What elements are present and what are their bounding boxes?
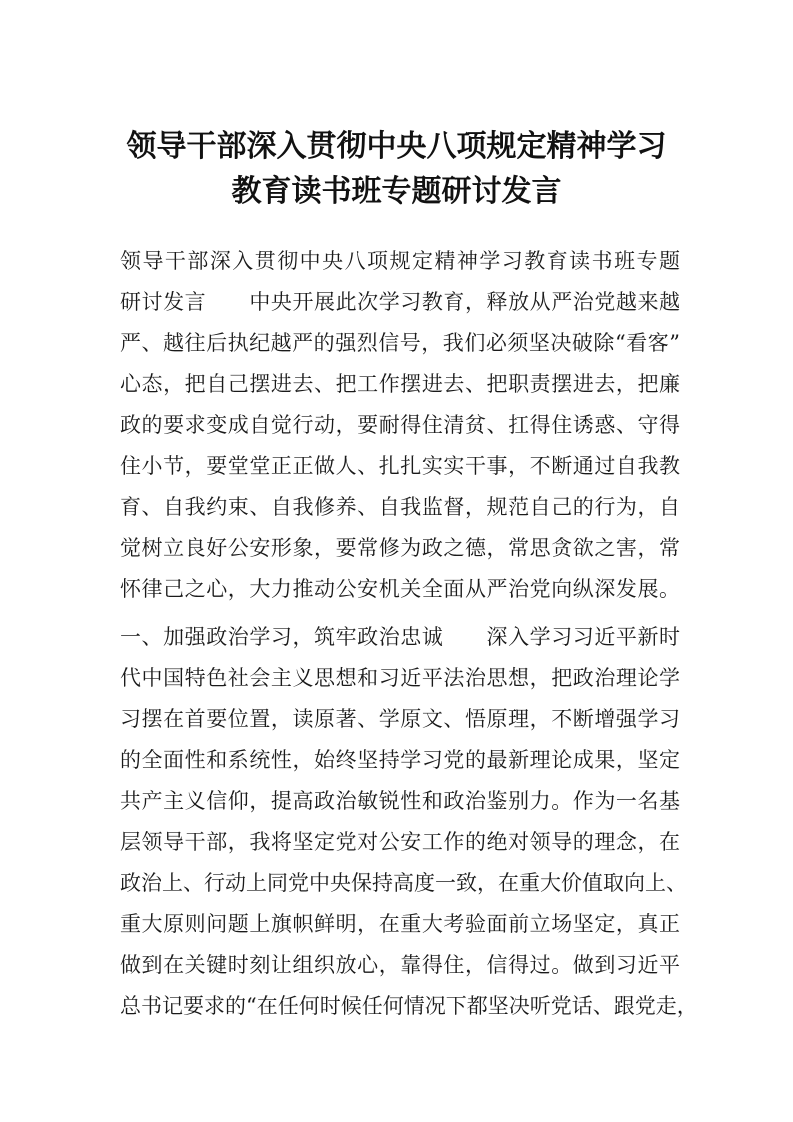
document-title-line-1: 领导干部深入贯彻中央八项规定精神学习 bbox=[126, 129, 667, 164]
body-line-12: 习摆在首要位置，读原著、学原文、悟原理，不断增强学习 bbox=[120, 707, 680, 731]
body-line-19: 总书记要求的“在任何时候任何情况下都坚决听党话、跟党走， bbox=[120, 994, 698, 1018]
body-line-13: 的全面性和系统性，始终坚持学习党的最新理论成果，坚定 bbox=[120, 748, 680, 772]
body-line-8: 觉树立良好公安形象，要常修为政之德，常思贪欲之害，常 bbox=[120, 536, 680, 560]
body-line-9: 怀律己之心，大力推动公安机关全面从严治党向纵深发展。 bbox=[120, 577, 680, 601]
document-title-line-2: 教育读书班专题研讨发言 bbox=[231, 174, 562, 209]
body-line-2: 研讨发言 中央开展此次学习教育，释放从严治党越来越 bbox=[120, 290, 680, 314]
body-line-11: 代中国特色社会主义思想和习近平法治思想，把政治理论学 bbox=[120, 666, 680, 690]
body-line-17: 重大原则问题上旗帜鲜明，在重大考验面前立场坚定，真正 bbox=[120, 912, 680, 936]
body-line-4: 心态，把自己摆进去、把工作摆进去、把职责摆进去，把廉 bbox=[120, 372, 680, 396]
body-line-6: 住小节，要堂堂正正做人、扎扎实实干事，不断通过自我教 bbox=[120, 454, 680, 478]
body-line-18: 做到在关键时刻让组织放心，靠得住，信得过。做到习近平 bbox=[120, 953, 680, 977]
body-line-14: 共产主义信仰，提高政治敏锐性和政治鉴别力。作为一名基 bbox=[120, 789, 680, 813]
body-line-10: 一、加强政治学习，筑牢政治忠诚 深入学习习近平新时 bbox=[120, 625, 680, 649]
body-line-1: 领导干部深入贯彻中央八项规定精神学习教育读书班专题 bbox=[120, 249, 680, 273]
body-line-16: 政治上、行动上同党中央保持高度一致，在重大价值取向上、 bbox=[120, 871, 687, 895]
body-line-5: 政的要求变成自觉行动，要耐得住清贫、扛得住诱惑、守得 bbox=[120, 413, 680, 437]
body-line-7: 育、自我约束、自我修养、自我监督，规范自己的行为，自 bbox=[120, 495, 680, 519]
body-line-15: 层领导干部，我将坚定党对公安工作的绝对领导的理念，在 bbox=[120, 830, 680, 854]
body-line-3: 严、越往后执纪越严的强烈信号，我们必须坚决破除“看客” bbox=[120, 331, 680, 355]
